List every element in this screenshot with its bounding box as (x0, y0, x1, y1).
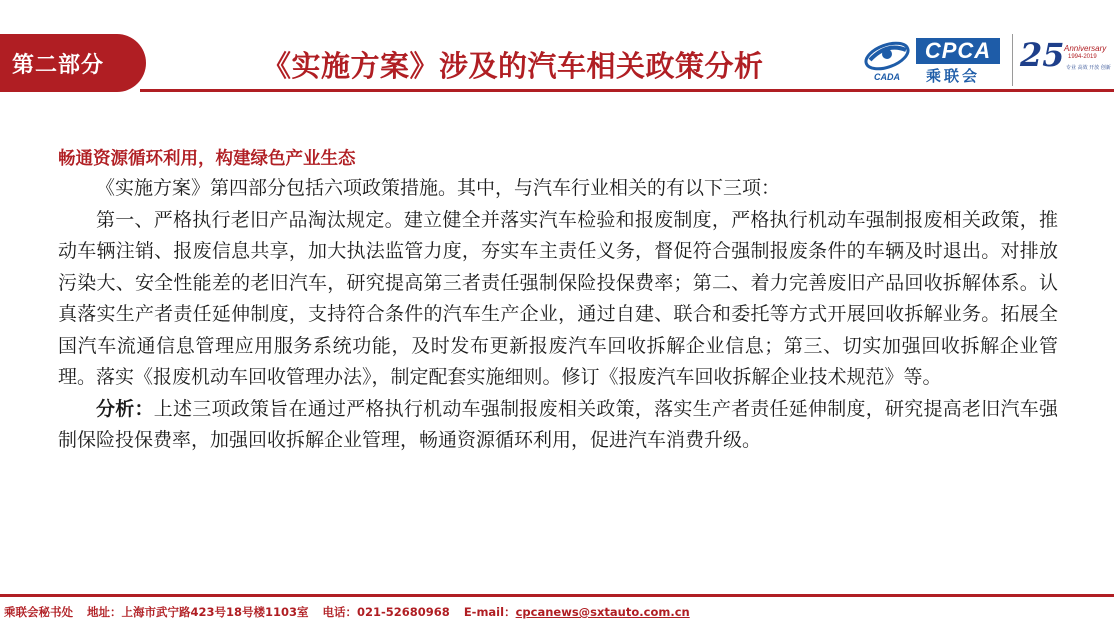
logo-divider (1012, 34, 1013, 86)
main-content (58, 145, 1058, 457)
footer-address: 地址：上海市武宁路423号18号楼1103室 (87, 605, 309, 619)
cpca-logo (912, 38, 1000, 84)
footer-email-link[interactable]: cpcanews@sxtauto.com.cn (515, 605, 690, 619)
cada-logo (862, 36, 912, 84)
analysis-paragraph (58, 394, 1058, 457)
anniversary-text: Anniversary (1064, 44, 1107, 53)
cada-text: CADA (874, 72, 900, 82)
logo-area (862, 34, 1112, 86)
intro-paragraph: 《实施方案》第四部分包括六项政策措施。其中，与汽车行业相关的有以下三项： (96, 177, 781, 199)
section-label: 第二部分 (0, 34, 146, 92)
policy-body-paragraph: 第一、严格执行老旧产品淘汰规定。建立健全并落实汽车检验和报废制度，严格执行机动车强制报废相关政策，推动车辆注销、报废信息共享，加大执法监管力度，夯实车主责任义务，督促符合强制报废条件的车辆及时退出。对排放污染大、安全性能差的老旧汽车，研究提高第三者责任强制保险投保费率；第二、着力完善废旧产品回收拆解体系。认真落实生产者责任延伸制度，支持符合条件的汽车生产企业，通过自建、联合和委托等方式开展回收拆解业务。拓展全国汽车流通信息管理应用服务系统功能，及时发布更新报废汽车回收拆解企业信息；第三、切实加强回收拆解企业管理。落实《报废机动车回收管理办法》，制定配套实施细则。修订《报废汽车回收拆解企业技术规范》等。 (58, 208, 1058, 388)
header-divider (140, 89, 1114, 92)
anniversary-number: 25 (1020, 36, 1065, 74)
footer-email-label: E-mail： (463, 605, 516, 619)
page-title: 《实施方案》涉及的汽车相关政策分析 (262, 49, 764, 83)
footer-divider (0, 594, 1114, 597)
anniversary-slogan: 专业 高效 开放 创新 (1066, 65, 1111, 71)
footer-org: 乘联会秘书处 (4, 605, 73, 619)
anniversary-logo (1020, 34, 1112, 86)
analysis-label: 分析： (96, 397, 154, 420)
cpca-text: CPCA (916, 38, 1000, 64)
section-subheading: 畅通资源循环利用，构建绿色产业生态 (58, 149, 356, 169)
analysis-text: 上述三项政策旨在通过严格执行机动车强制报废相关政策，落实生产者责任延伸制度，研究提高老旧汽车强制保险投保费率，加强回收拆解企业管理，畅通资源循环利用，促进汽车消费升级。 (58, 397, 1058, 451)
cpca-cn-text: 乘联会 (926, 67, 981, 85)
footer (4, 604, 690, 620)
footer-phone: 电话：021-52680968 (322, 605, 450, 619)
anniversary-years: 1994-2019 (1068, 54, 1097, 60)
